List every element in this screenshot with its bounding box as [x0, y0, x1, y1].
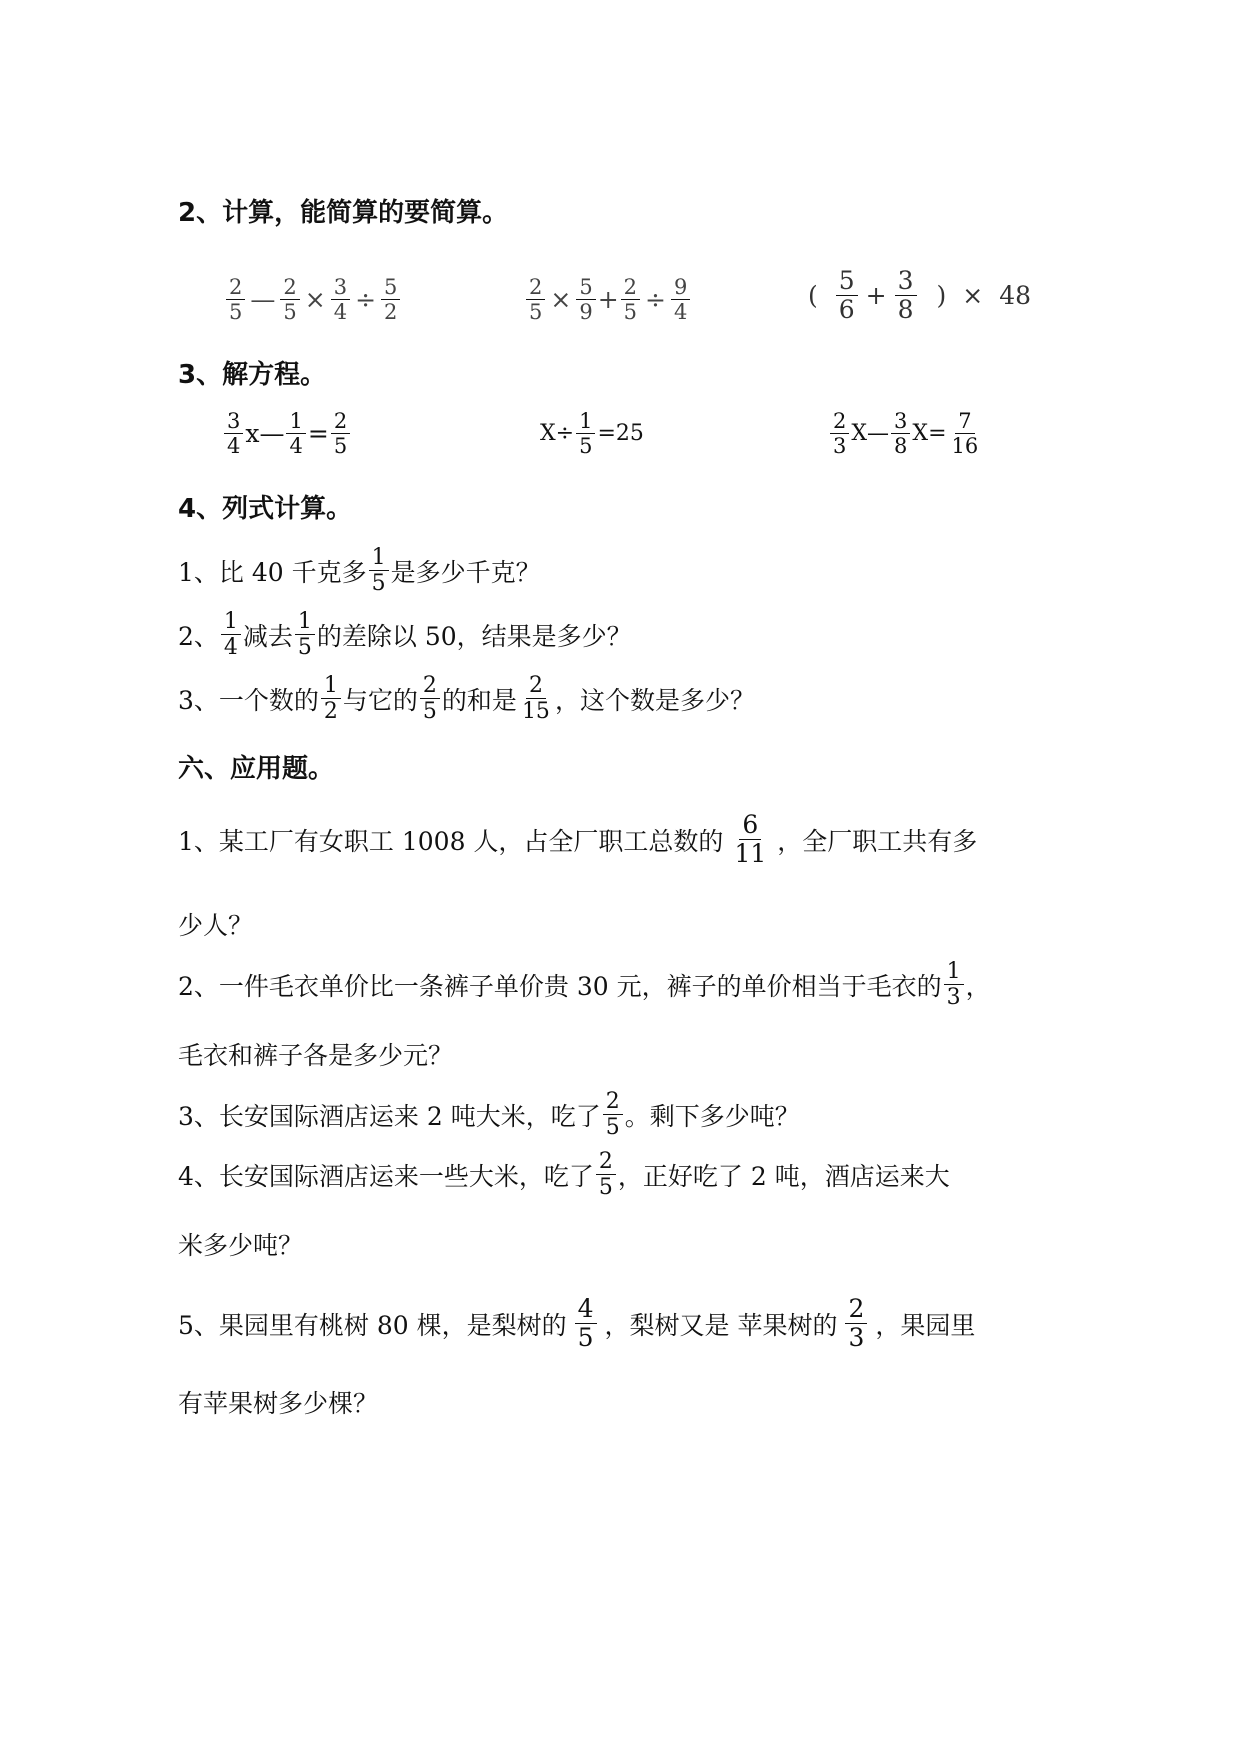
- fraction: $\frac{2}{5}$: [621, 276, 640, 323]
- calc-expression-2: $\frac{2}{5}$ × $\frac{5}{9}$ + $\frac{2}{5}$ ÷ $\frac{9}{4}$: [524, 276, 692, 323]
- word-problem-5-cont: 有苹果树多少棵？: [178, 1389, 379, 1418]
- fraction: $\frac{4}{5}$: [575, 1296, 597, 1352]
- section-3-heading: [178, 354, 326, 391]
- section-4-heading: [178, 488, 352, 525]
- fraction: $\frac{3}{8}$: [891, 410, 910, 457]
- fraction: $\frac{2}{5}$: [420, 674, 440, 723]
- fraction: $\frac{1}{2}$: [321, 674, 341, 723]
- fraction: $\frac{1}{5}$: [369, 546, 389, 595]
- fraction: $\frac{1}{5}$: [295, 610, 315, 659]
- fraction: $\frac{3}{8}$: [895, 268, 917, 324]
- word-problem-3: 3、长安国际酒店运来 2 吨大米，吃了 $\frac{2}{5}$ 。剩下多少吨？: [178, 1089, 800, 1141]
- fraction: $\frac{2}{5}$: [596, 1150, 616, 1199]
- fraction: $\frac{3}{4}$: [224, 410, 243, 457]
- fraction: $\frac{1}{4}$: [221, 610, 241, 659]
- fraction: $\frac{9}{4}$: [671, 276, 690, 323]
- fraction: $\frac{3}{4}$: [331, 276, 350, 323]
- fraction: $\frac{2}{3}$: [830, 410, 849, 457]
- fraction: $\frac{5}{6}$: [836, 268, 858, 324]
- equation-3: $\frac{2}{3}$ X— $\frac{3}{8}$ X= $\frac{7}{16}$: [828, 410, 983, 457]
- word-problem-5: 5、果园里有桃树 80 棵，是梨树的 $\frac{4}{5}$ ，梨树又是 苹果树的 $\frac{2}{3}$ ，果园里: [178, 1294, 976, 1353]
- section-6-heading: [178, 748, 334, 785]
- word-problem-1-cont: 少人？: [178, 911, 254, 940]
- section-6-title: 六、应用题。: [178, 754, 335, 784]
- fraction: $\frac{2}{15}$: [521, 673, 550, 725]
- calc-expression-1: $\frac{2}{5}$ — $\frac{2}{5}$ × $\frac{3}{4}$ ÷ $\frac{5}{2}$: [224, 276, 402, 323]
- fraction: $\frac{2}{5}$: [526, 276, 545, 323]
- section-4-title: 4、列式计算。: [178, 494, 353, 524]
- section-2-title: 2、计算，能简算的要简算。: [178, 198, 509, 228]
- fraction: $\frac{1}{5}$: [576, 410, 595, 457]
- word-problem-1: 1、某工厂有女职工 1008 人，占全厂职工总数的 $\frac{6}{11}$ ，全厂职工共有多: [178, 810, 978, 869]
- list-question-1: 1、比 40 千克多 $\frac{1}{5}$ 是多少千克？: [178, 545, 541, 597]
- fraction: $\frac{2}{5}$: [226, 276, 245, 323]
- fraction: $\frac{1}{3}$: [944, 960, 964, 1009]
- section-2-heading: [178, 192, 508, 229]
- calc-expression-3: ( $\frac{5}{6}$ + $\frac{3}{8}$ ) × 48: [808, 266, 1032, 325]
- fraction: $\frac{6}{11}$: [734, 810, 767, 869]
- equation-1: $\frac{3}{4}$ x— $\frac{1}{4}$ = $\frac{2}{5}$: [222, 410, 352, 457]
- fraction: $\frac{2}{5}$: [331, 410, 350, 457]
- equation-2: X÷ $\frac{1}{5}$ =25: [540, 409, 644, 459]
- fraction: $\frac{7}{16}$: [951, 409, 979, 459]
- list-question-3: 3、一个数的 $\frac{1}{2}$ 与它的 $\frac{2}{5}$ 的和是 $\frac{2}{15}$ ，这个数是多少？: [178, 673, 755, 725]
- fraction: $\frac{1}{4}$: [286, 410, 305, 457]
- fraction: $\frac{5}{2}$: [381, 276, 400, 323]
- fraction: $\frac{2}{5}$: [603, 1090, 623, 1139]
- word-problem-2: 2、一件毛衣单价比一条裤子单价贵 30 元，裤子的单价相当于毛衣的 $\frac{1}{3}$ ，: [178, 959, 991, 1011]
- word-problem-4: 4、长安国际酒店运来一些大米，吃了 $\frac{2}{5}$ ，正好吃了 2 吨，酒店运来大: [178, 1149, 950, 1201]
- section-3-title: 3、解方程。: [178, 360, 327, 390]
- fraction: $\frac{2}{3}$: [845, 1296, 867, 1352]
- word-problem-2-cont: 毛衣和裤子各是多少元？: [178, 1041, 454, 1070]
- fraction: $\frac{5}{9}$: [576, 276, 595, 323]
- word-problem-4-cont: 米多少吨？: [178, 1231, 304, 1260]
- list-question-2: 2、 $\frac{1}{4}$ 减去 $\frac{1}{5}$ 的差除以 50，结果是多少？: [178, 609, 632, 661]
- fraction: $\frac{2}{5}$: [280, 276, 299, 323]
